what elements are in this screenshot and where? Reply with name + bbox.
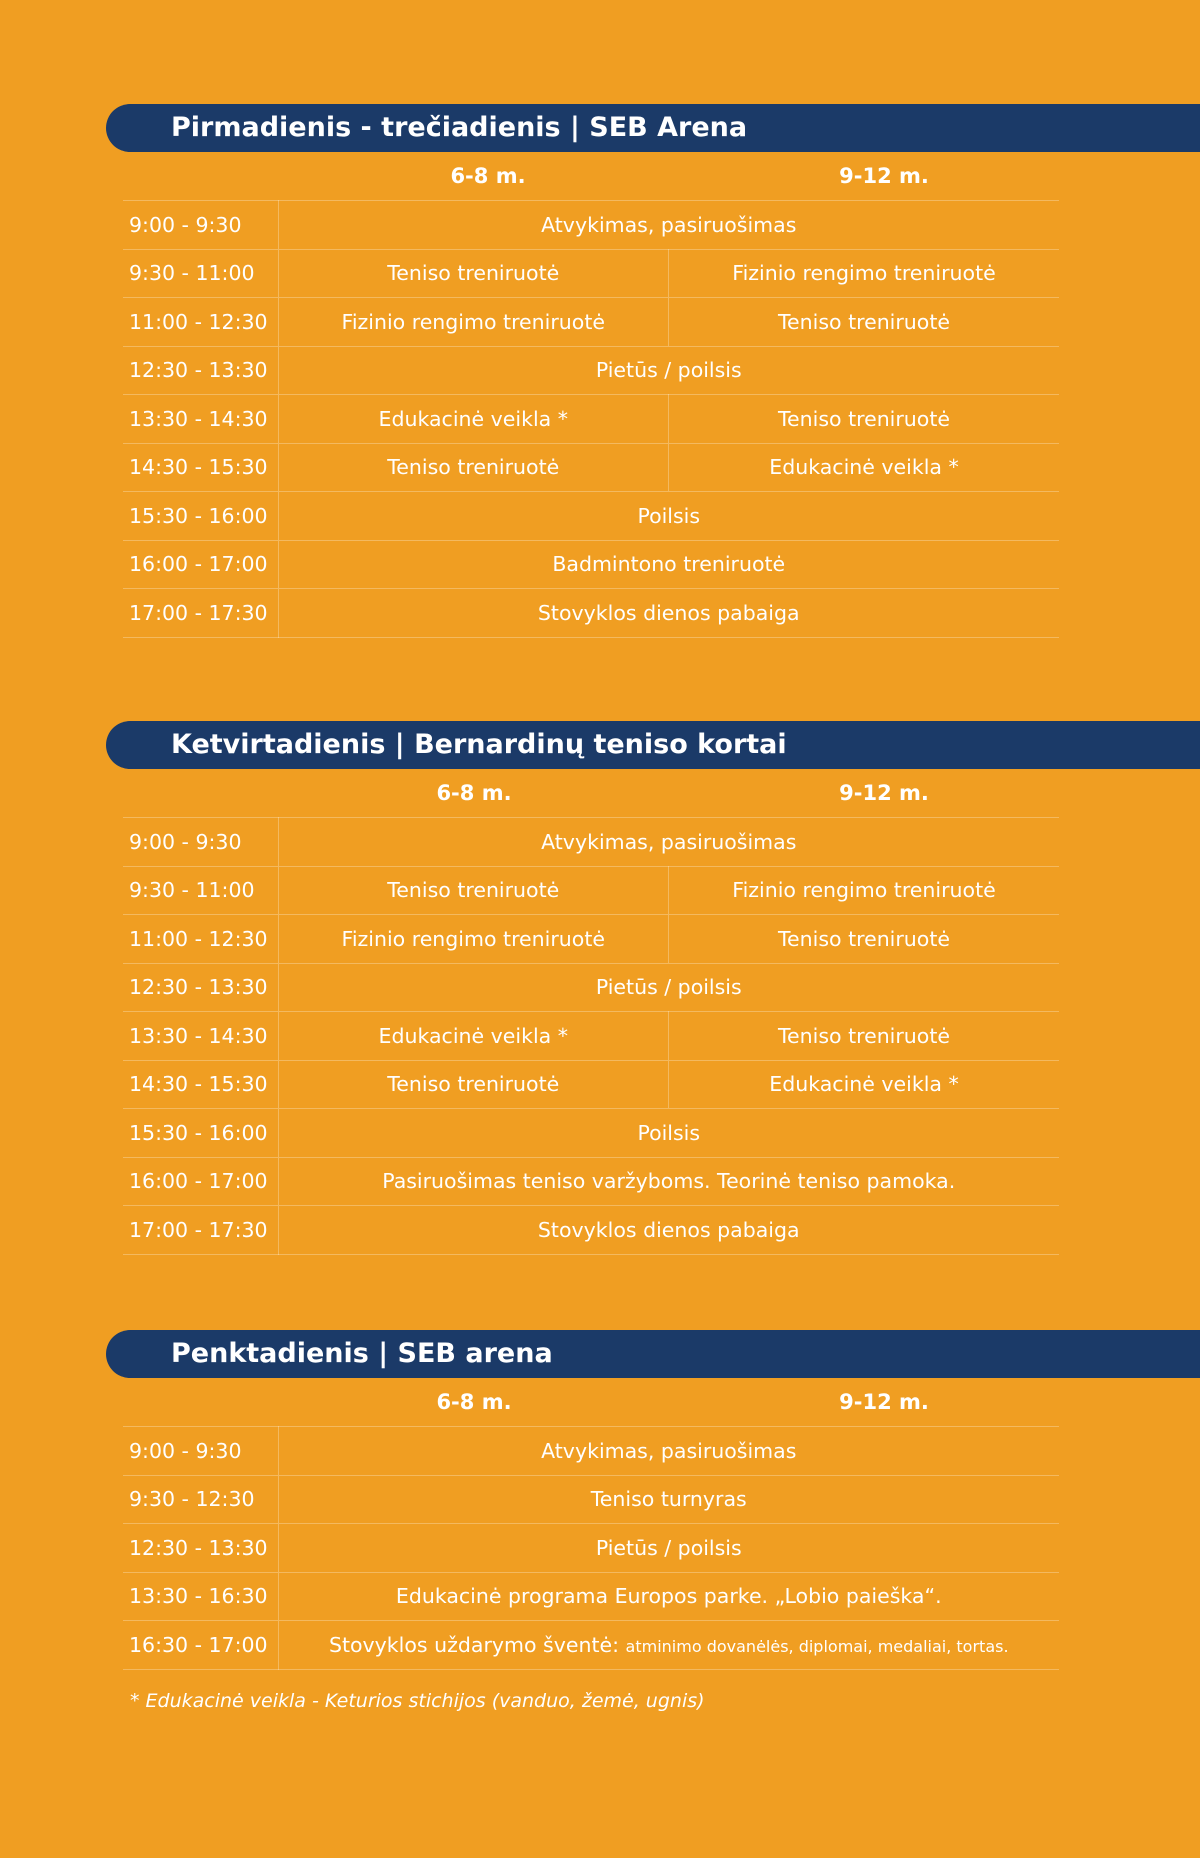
table-row: [123, 1475, 1059, 1524]
activity-cell-6-8: Teniso treniruotė: [278, 866, 669, 915]
table-row: [123, 1206, 1059, 1255]
section-3-table: [123, 1426, 1059, 1670]
closing-event-label: Stovyklos uždarymo šventė:: [328, 1632, 620, 1657]
table-row: [123, 395, 1059, 444]
time-cell: 12:30 - 13:30: [123, 346, 278, 395]
table-row: [123, 1157, 1059, 1206]
activity-cell-6-8: Edukacinė veikla *: [278, 395, 669, 444]
activity-cell: Pietūs / poilsis: [278, 1524, 1059, 1573]
activity-cell: [278, 1621, 1059, 1670]
activity-cell-9-12: Fizinio rengimo treniruotė: [669, 866, 1060, 915]
section-3-title: Penktadienis | SEB arena: [106, 1330, 1200, 1378]
age-group-6-8-header: 6-8 m.: [436, 1390, 512, 1414]
activity-cell-6-8: Fizinio rengimo treniruotė: [278, 298, 669, 347]
time-cell: 11:00 - 12:30: [123, 298, 278, 347]
table-row: [123, 818, 1059, 867]
time-cell: 17:00 - 17:30: [123, 589, 278, 638]
table-row: [123, 866, 1059, 915]
time-cell: 16:30 - 17:00: [123, 1621, 278, 1670]
time-cell: 9:30 - 11:00: [123, 866, 278, 915]
activity-cell: Atvykimas, pasiruošimas: [278, 1427, 1059, 1476]
time-cell: 12:30 - 13:30: [123, 963, 278, 1012]
activity-cell-6-8: Fizinio rengimo treniruotė: [278, 915, 669, 964]
table-row: [123, 346, 1059, 395]
activity-cell-6-8: Edukacinė veikla *: [278, 1012, 669, 1061]
time-cell: 15:30 - 16:00: [123, 1109, 278, 1158]
time-cell: 9:00 - 9:30: [123, 201, 278, 250]
table-row: [123, 1012, 1059, 1061]
table-row: [123, 1060, 1059, 1109]
time-cell: 9:00 - 9:30: [123, 818, 278, 867]
table-row: [123, 540, 1059, 589]
time-cell: 14:30 - 15:30: [123, 443, 278, 492]
activity-cell: Badmintono treniruotė: [278, 540, 1059, 589]
activity-cell: Pietūs / poilsis: [278, 346, 1059, 395]
activity-cell: Stovyklos dienos pabaiga: [278, 589, 1059, 638]
activity-cell: Atvykimas, pasiruošimas: [278, 201, 1059, 250]
activity-cell-9-12: Teniso treniruotė: [669, 915, 1060, 964]
activity-cell: Atvykimas, pasiruošimas: [278, 818, 1059, 867]
activity-cell: Stovyklos dienos pabaiga: [278, 1206, 1059, 1255]
activity-cell-9-12: Fizinio rengimo treniruotė: [669, 249, 1060, 298]
section-2-table: [123, 817, 1059, 1255]
footnote: * Edukacinė veikla - Keturios stichijos (vanduo, žemė, ugnis): [130, 1690, 705, 1712]
table-row: [123, 1427, 1059, 1476]
time-cell: 16:00 - 17:00: [123, 1157, 278, 1206]
activity-cell-9-12: Edukacinė veikla *: [669, 443, 1060, 492]
age-group-9-12-header: 9-12 m.: [839, 781, 929, 805]
closing-event-note: atminimo dovanėlės, diplomai, medaliai, tortas.: [625, 1636, 1009, 1656]
activity-cell: Poilsis: [278, 492, 1059, 541]
time-cell: 9:00 - 9:30: [123, 1427, 278, 1476]
table-row: [123, 443, 1059, 492]
table-row: [123, 589, 1059, 638]
time-cell: 14:30 - 15:30: [123, 1060, 278, 1109]
table-row: [123, 201, 1059, 250]
time-cell: 15:30 - 16:00: [123, 492, 278, 541]
time-cell: 17:00 - 17:30: [123, 1206, 278, 1255]
table-row: [123, 492, 1059, 541]
table-row: [123, 1572, 1059, 1621]
age-group-6-8-header: 6-8 m.: [436, 781, 512, 805]
table-row: [123, 963, 1059, 1012]
time-cell: 13:30 - 16:30: [123, 1572, 278, 1621]
time-cell: 12:30 - 13:30: [123, 1524, 278, 1573]
time-cell: 11:00 - 12:30: [123, 915, 278, 964]
activity-cell-9-12: Edukacinė veikla *: [669, 1060, 1060, 1109]
time-cell: 9:30 - 11:00: [123, 249, 278, 298]
time-cell: 13:30 - 14:30: [123, 1012, 278, 1061]
table-row: [123, 249, 1059, 298]
activity-cell: Poilsis: [278, 1109, 1059, 1158]
table-row: [123, 915, 1059, 964]
age-group-6-8-header: 6-8 m.: [450, 164, 526, 188]
table-row: [123, 1109, 1059, 1158]
time-cell: 16:00 - 17:00: [123, 540, 278, 589]
age-group-9-12-header: 9-12 m.: [839, 164, 929, 188]
activity-cell-6-8: Teniso treniruotė: [278, 1060, 669, 1109]
activity-cell: Pasiruošimas teniso varžyboms. Teorinė teniso pamoka.: [278, 1157, 1059, 1206]
activity-cell: Pietūs / poilsis: [278, 963, 1059, 1012]
time-cell: 13:30 - 14:30: [123, 395, 278, 444]
table-row: [123, 298, 1059, 347]
section-2-title: Ketvirtadienis | Bernardinų teniso kortai: [106, 721, 1200, 769]
activity-cell: Edukacinė programa Europos parke. „Lobio paieška“.: [278, 1572, 1059, 1621]
activity-cell-9-12: Teniso treniruotė: [669, 1012, 1060, 1061]
activity-cell-9-12: Teniso treniruotė: [669, 298, 1060, 347]
table-row: [123, 1524, 1059, 1573]
activity-cell-6-8: Teniso treniruotė: [278, 443, 669, 492]
age-group-9-12-header: 9-12 m.: [839, 1390, 929, 1414]
activity-cell: Teniso turnyras: [278, 1475, 1059, 1524]
time-cell: 9:30 - 12:30: [123, 1475, 278, 1524]
section-1-title: Pirmadienis - trečiadienis | SEB Arena: [106, 104, 1200, 152]
activity-cell-9-12: Teniso treniruotė: [669, 395, 1060, 444]
activity-cell-6-8: Teniso treniruotė: [278, 249, 669, 298]
section-1-table: [123, 200, 1059, 638]
table-row: [123, 1621, 1059, 1670]
